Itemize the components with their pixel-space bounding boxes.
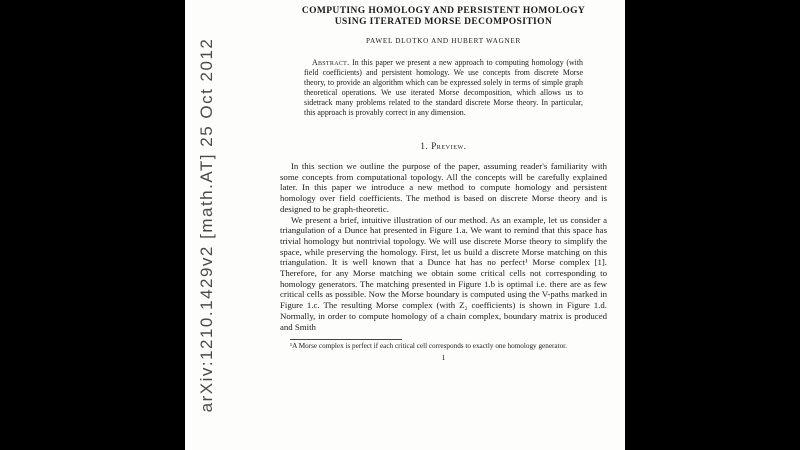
paper-title: COMPUTING HOMOLOGY AND PERSISTENT HOMOLOGY USING ITERATED MORSE DECOMPOSITION <box>301 6 586 27</box>
abstract-text: In this paper we present a new approach to computing homology (with field coefficients) and persistent homology. We use concepts from discrete Morse theory, to provide an algorithm which can be expressed solely in terms of simple graph theoretical operations. We use iterated Morse decomposition, which allows us to sidetrack many problems related to the standard discrete Morse theory. In particular, this approach is provably correct in any dimension. <box>304 58 583 117</box>
paper-authors: PAWEL DLOTKO AND HUBERT WAGNER <box>366 37 521 45</box>
page-number: 1 <box>441 353 446 363</box>
abstract-label: Abstract. <box>312 58 350 67</box>
abstract-block <box>304 58 583 118</box>
body-paragraph-2: We present a brief, intuitive illustration of our method. As an example, let us consider a triangulation of a Dunce hat presented in Figure 1.a. We want to remind that this space has trivial homology but nontrivial topology. We will use discrete Morse theory to simplify the space, while preserving the homology. First, let us build a discrete Morse matching on this triangulation. It is well known that a Dunce hat has no perfect¹ Morse complex [1]. Therefore, for any Morse matching we obtain some critical cells not corresponding to homology generators. The matching presented in Figure 1.b is optimal i.e. there are as few critical cells as possible. Now the Morse boundary is computed using the V-paths marked in Figure 1.c. The resulting Morse complex (with Z₂ coefficients) is shown in Figure 1.d. Normally, in order to compute homology of a chain complex, boundary matrix is produced and Smith <box>280 214 607 332</box>
footnote-rule <box>290 339 402 340</box>
body-paragraph-1: In this section we outline the purpose of the paper, assuming reader's familiarity with some concepts from computational topology. All the concepts will be carefully explained later. In this paper we introduce a new method to compute homology and persistent homology over field coefficients. The method is based on discrete Morse theory and is designed to be graph-theoretic. <box>280 161 607 214</box>
arxiv-watermark: arXiv:1210.1429v2 [math.AT] 25 Oct 2012 <box>197 37 216 413</box>
section-heading: 1. Preview. <box>420 141 467 151</box>
footnote-text: ¹A Morse complex is perfect if each critical cell corresponds to exactly one homology generator. <box>290 342 567 351</box>
paper-page <box>185 0 625 450</box>
paper-content <box>280 0 607 450</box>
